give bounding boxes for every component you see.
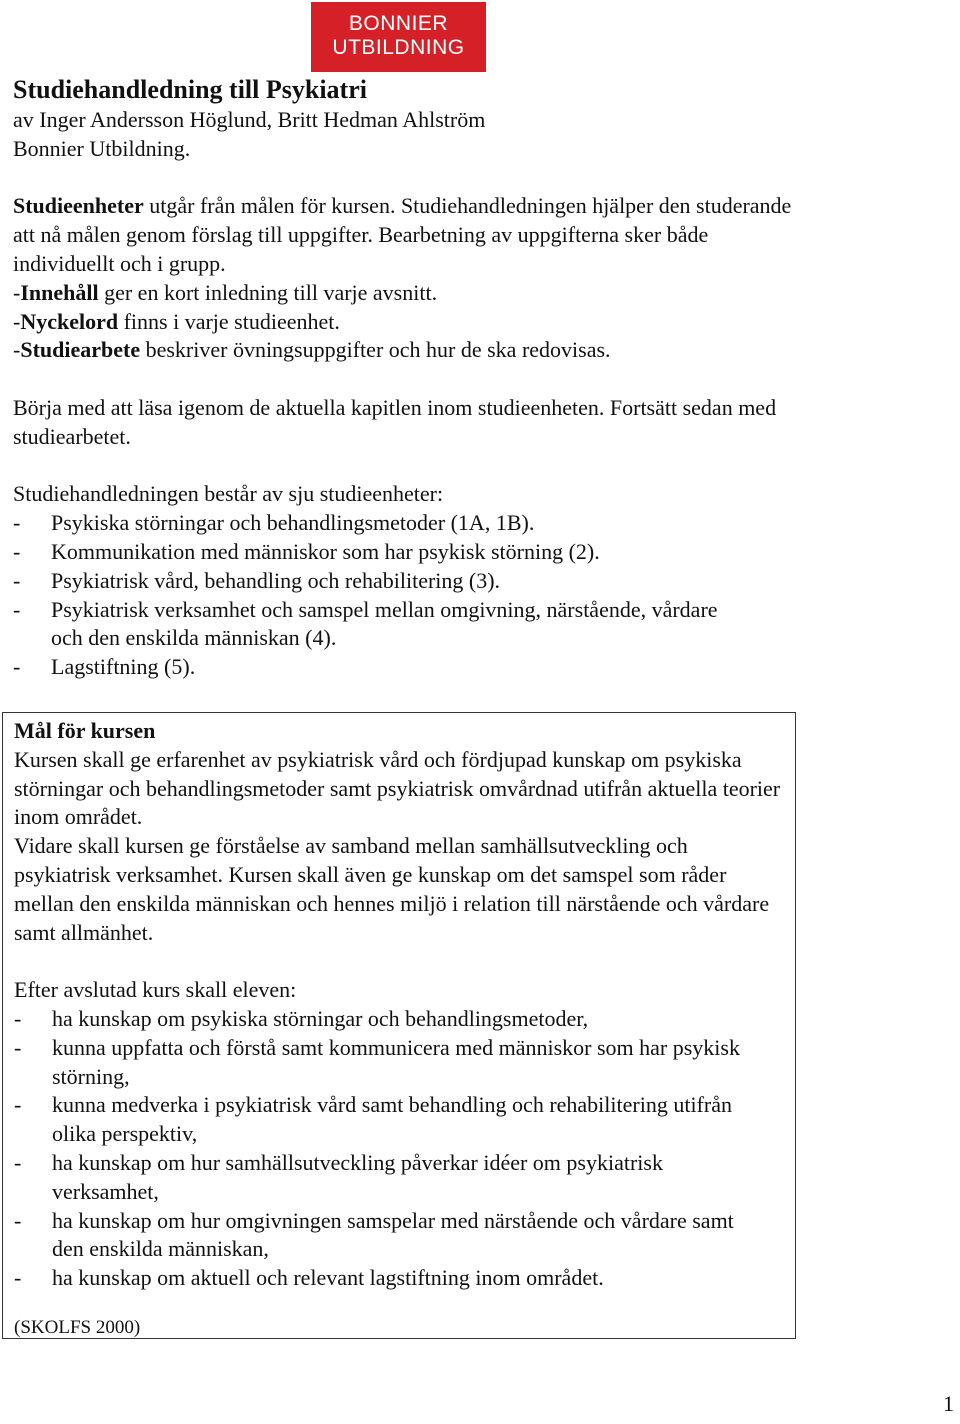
goal-text: ha kunskap om psykiska störningar och behandlingsmetoder, (52, 1005, 589, 1031)
list-item (13, 596, 753, 654)
line-prefix: - (13, 337, 21, 363)
page-number: 1 (943, 1391, 954, 1416)
dash-marker: - (14, 1092, 22, 1118)
list-item (14, 1264, 754, 1293)
dash-marker: - (13, 538, 21, 564)
dash-marker: - (13, 654, 21, 680)
unit-text: Psykiatrisk vård, behandling och rehabilitering (3). (51, 567, 501, 593)
list-item (13, 653, 753, 682)
list-item (14, 1091, 754, 1149)
goal-text: ha kunskap om hur samhällsutveckling påverkar idéer om psykiatrisk verksamhet, (52, 1149, 663, 1204)
logo-line-2: UTBILDNING (332, 36, 465, 59)
dash-marker: - (14, 1265, 22, 1291)
document-body (13, 74, 913, 682)
list-item (14, 1034, 754, 1092)
dash-marker: - (14, 1207, 22, 1233)
publisher-line: Bonnier Utbildning. (13, 135, 191, 161)
line-prefix: - (13, 279, 21, 305)
goal-text: kunna uppfatta och förstå samt kommunicera med människor som har psykisk störning, (52, 1034, 740, 1089)
intro-line-studiearbete (13, 336, 913, 365)
goals-after-course: Efter avslutad kurs skall eleven: (14, 977, 297, 1003)
term-innehall: Innehåll (20, 279, 99, 305)
intro-line-nyckelord (13, 308, 913, 337)
dash-marker: - (14, 1005, 22, 1031)
list-item (13, 538, 753, 567)
text-nyckelord: finns i varje studieenhet. (118, 308, 340, 334)
dash-marker: - (13, 567, 21, 593)
goal-text: kunna medverka i psykiatrisk vård samt behandling och rehabilitering utifrån olika perspektiv, (52, 1092, 732, 1147)
course-goals-content (14, 717, 789, 1341)
dash-marker: - (13, 510, 21, 536)
dash-marker: - (14, 1034, 22, 1060)
intro-line-innehall (13, 279, 913, 308)
list-item (13, 509, 753, 538)
goal-text: ha kunskap om hur omgivningen samspelar med närstående och vårdare samt den enskilda människan, (52, 1207, 734, 1262)
term-nyckelord: Nyckelord (20, 308, 119, 334)
text-innehall: ger en kort inledning till varje avsnitt. (98, 279, 438, 305)
study-units-list (13, 509, 753, 682)
unit-text: Lagstiftning (5). (51, 654, 196, 680)
logo-line-1: BONNIER (348, 12, 449, 35)
bonnier-utbildning-logo (311, 2, 486, 72)
intro-text: utgår från målen för kursen. Studiehandledningen hjälper den studerande att nå målen genom förslag till uppgifter. Bearbetning av uppgifterna sker både individuellt och i grupp. (13, 193, 792, 276)
term-studiearbete: Studiearbete (20, 337, 141, 363)
text-studiearbete: beskriver övningsuppgifter och hur de ska redovisas. (140, 337, 611, 363)
dash-marker: - (14, 1149, 22, 1175)
course-goals-box (2, 712, 796, 1339)
list-item (14, 1005, 754, 1034)
document-title: Studiehandledning till Psykiatri (13, 75, 367, 104)
unit-text: Psykiatrisk verksamhet och samspel mellan omgivning, närstående, vårdare och den enskilda människan (4). (51, 596, 718, 651)
intro-bold-term: Studieenheter (13, 193, 144, 219)
line-prefix: - (13, 308, 21, 334)
list-item (14, 1207, 754, 1265)
unit-text: Kommunikation med människor som har psykisk störning (2). (51, 538, 600, 564)
units-intro: Studiehandledningen består av sju studieenheter: (13, 481, 444, 507)
list-item (13, 567, 753, 596)
unit-text: Psykiska störningar och behandlingsmetoder (1A, 1B). (51, 510, 535, 536)
reading-instruction: Börja med att läsa igenom de aktuella kapitlen inom studieenheten. Fortsätt sedan med studiearbetet. (13, 394, 777, 449)
authors-line: av Inger Andersson Höglund, Britt Hedman Ahlström (13, 107, 486, 132)
goals-paragraph-1: Kursen skall ge erfarenhet av psykiatrisk vård och fördjupad kunskap om psykiska störningar och behandlingsmetoder samt psykiatrisk omvårdnad utifrån aktuella teorier inom området. (14, 746, 781, 830)
goals-heading: Mål för kursen (14, 718, 156, 743)
goals-list (14, 1005, 754, 1293)
list-item (14, 1149, 754, 1207)
intro-paragraph (13, 192, 793, 278)
dash-marker: - (13, 596, 21, 622)
goal-text: ha kunskap om aktuell och relevant lagstiftning inom området. (52, 1265, 604, 1291)
goals-paragraph-2: Vidare skall kursen ge förståelse av samband mellan samhällsutveckling och psykiatrisk verksamhet. Kursen skall även ge kunskap om det samspel som råder mellan den enskilda människan och hennes miljö i relation till närstående och vårdare samt allmänhet. (14, 833, 770, 945)
source-reference: (SKOLFS 2000) (14, 1316, 141, 1338)
